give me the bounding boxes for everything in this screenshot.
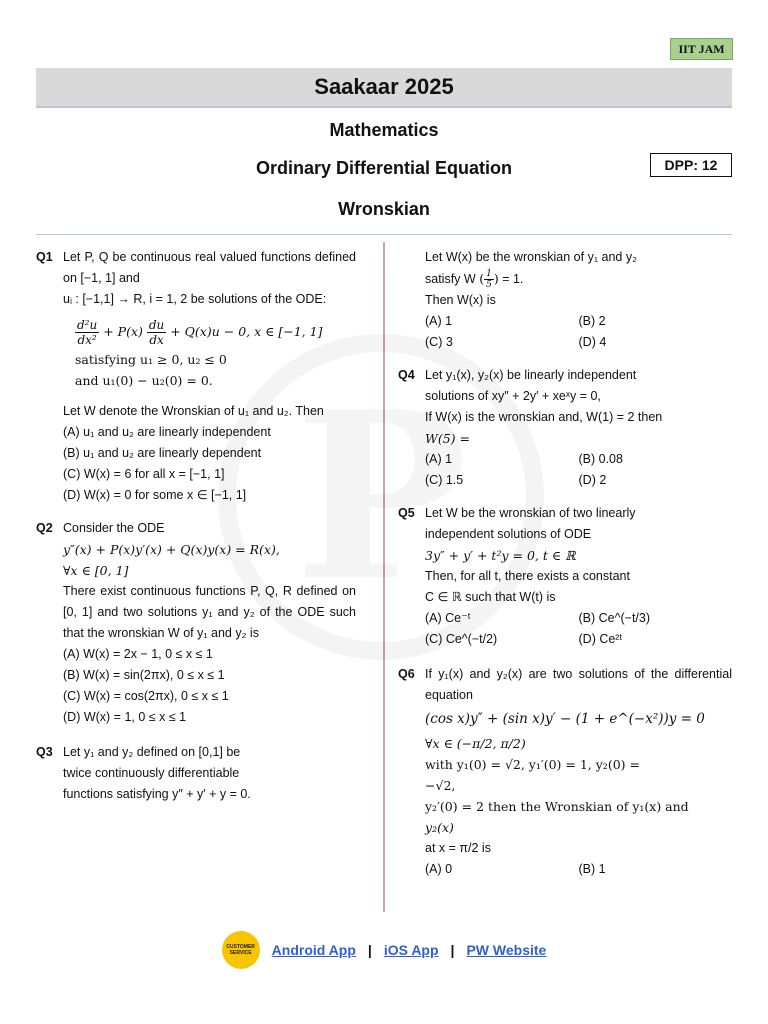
dpp-badge: DPP: 12 — [650, 153, 732, 177]
option-a[interactable]: (A) W(x) = 2x − 1, 0 ≤ x ≤ 1 — [63, 647, 213, 661]
option-d[interactable]: (D) Ce²ᵗ — [578, 632, 623, 647]
question-text: Then W(x) is — [425, 293, 496, 308]
equation: (cos x)y″ + (sin x)y′ − (1 + e^(−x²))y = 0 — [425, 711, 705, 728]
equation: $\frac{\text{d²u}}{\text{dx²}}$ + P(x) $\frac{du}{dx}$ + Q(x)u − 0, x ∈ [−1, 1] — [77, 318, 323, 347]
options-grid — [425, 311, 732, 353]
question-text: Let W be the wronskian of two linearly — [425, 506, 636, 521]
question-text: ∀x ∈ (−π/2, π/2) — [425, 736, 526, 752]
ios-app-link[interactable]: iOS App — [383, 942, 439, 958]
question-text: twice continuously differentiable — [63, 766, 240, 780]
question-text: Let P, Q be continuous real valued functions defined on [−1, 1] and — [63, 250, 356, 285]
subject-heading: Mathematics — [329, 120, 439, 140]
condition: satisfying u₁ ≥ 0, u₂ ≤ 0 — [75, 352, 227, 367]
option-c[interactable]: (C) W(x) = 6 for all x = [−1, 1] — [63, 467, 225, 481]
question-text: y₂(x) — [425, 820, 454, 836]
options-grid — [425, 608, 732, 650]
chapter-heading: Ordinary Differential Equation — [255, 158, 513, 178]
separator: | — [367, 942, 372, 958]
question-number: Q2 — [36, 521, 53, 535]
pw-website-link[interactable]: PW Website — [466, 942, 547, 958]
option-b[interactable]: (B) W(x) = sin(2πx), 0 ≤ x ≤ 1 — [63, 668, 225, 682]
question-text: uᵢ : [−1,1] → R, i = 1, 2 be solutions of the ODE: — [63, 292, 327, 306]
option-d[interactable]: (D) 4 — [578, 335, 607, 350]
question-text: with y₁(0) = √2, y₁′(0) = 1, y₂(0) = — [425, 757, 640, 773]
question-text: Then, for all t, there exists a constant — [425, 569, 630, 584]
question-text: Let y₁ and y₂ defined on [0,1] be — [63, 745, 241, 759]
option-b[interactable]: (B) 0.08 — [578, 452, 623, 467]
question-text: If W(x) is the wronskian and, W(1) = 2 then — [425, 410, 663, 425]
equation: y″(x) + P(x)y′(x) + Q(x)y(x) = R(x), — [63, 542, 280, 557]
question-number: Q1 — [36, 250, 53, 264]
option-a[interactable]: (A) u₁ and u₂ are linearly independent — [63, 425, 271, 439]
option-b[interactable]: (B) Ce^(−t/3) — [578, 611, 651, 626]
question-text: W(5) = — [425, 431, 471, 447]
equation: 3y″ + y′ + t²y = 0, t ∈ ℝ — [425, 548, 576, 564]
question-text: independent solutions of ODE — [425, 527, 592, 542]
question-text: functions satisfying y″ + y′ + y = 0. — [63, 787, 251, 801]
condition: and u₁(0) − u₂(0) = 0. — [75, 373, 213, 388]
question-text: If y₁(x) and y₂(x) are two solutions of the differential equation — [425, 667, 732, 703]
option-a[interactable]: (A) 0 — [425, 862, 453, 877]
question-number: Q3 — [36, 745, 53, 759]
option-b[interactable]: (B) 1 — [578, 862, 606, 877]
question-text: y₂′(0) = 2 then the Wronskian of y₁(x) and — [425, 799, 689, 815]
equation: ∀x ∈ [0, 1] — [63, 563, 129, 578]
question-6 — [398, 664, 732, 880]
option-c[interactable]: (C) Ce^(−t/2) — [425, 632, 498, 647]
option-c[interactable]: (C) 3 — [425, 335, 453, 350]
footer-links — [0, 928, 768, 972]
customer-service-icon[interactable]: CUSTOMER SERVICE — [222, 931, 260, 969]
question-text: Let y₁(x), y₂(x) be linearly independent — [425, 368, 637, 383]
question-stem: Let W denote the Wronskian of u₁ and u₂. Then — [63, 404, 324, 418]
question-text: solutions of xy″ + 2y′ + xeˣy = 0, — [425, 389, 601, 404]
question-text: C ∈ ℝ such that W(t) is — [425, 590, 556, 605]
question-text: satisfy W ( $\frac{1}{5}$ ) = 1. — [425, 269, 524, 291]
question-number: Q6 — [398, 667, 415, 682]
question-text: −√2, — [425, 778, 456, 794]
banner-title: Saakaar 2025 — [36, 68, 732, 108]
option-c[interactable]: (C) W(x) = cos(2πx), 0 ≤ x ≤ 1 — [63, 689, 229, 703]
options-grid — [425, 859, 732, 880]
question-5 — [398, 503, 732, 650]
option-a[interactable]: (A) 1 — [425, 314, 453, 329]
question-2 — [36, 518, 356, 728]
option-a[interactable]: (A) 1 — [425, 452, 453, 467]
topic-heading: Wronskian — [338, 199, 430, 219]
question-text: at x = π/2 is — [425, 841, 491, 856]
option-b[interactable]: (B) 2 — [578, 314, 606, 329]
question-number: Q5 — [398, 506, 415, 521]
question-4 — [398, 365, 732, 491]
option-d[interactable]: (D) W(x) = 1, 0 ≤ x ≤ 1 — [63, 710, 187, 724]
separator: | — [450, 942, 455, 958]
question-stem: There exist continuous functions P, Q, R defined on [0, 1] and two solutions y₁ and y₂ of the ODE such that the wronskian W of y₁ and y₂ is — [63, 584, 356, 640]
question-text: Consider the ODE — [63, 521, 165, 535]
option-d[interactable]: (D) W(x) = 0 for some x ∈ [−1, 1] — [63, 488, 247, 502]
option-d[interactable]: (D) 2 — [578, 473, 607, 488]
options-grid — [425, 449, 732, 491]
android-app-link[interactable]: Android App — [271, 942, 356, 958]
question-number: Q4 — [398, 368, 415, 383]
question-1 — [36, 247, 356, 506]
option-a[interactable]: (A) Ce⁻ᵗ — [425, 611, 471, 626]
exam-tag: IIT JAM — [670, 38, 733, 60]
option-b[interactable]: (B) u₁ and u₂ are linearly dependent — [63, 446, 262, 460]
question-3 — [36, 742, 356, 805]
question-3-continued — [398, 247, 732, 353]
question-text: Let W(x) be the wronskian of y₁ and y₂ — [425, 250, 637, 264]
left-column — [36, 247, 356, 805]
right-column — [398, 247, 732, 880]
option-c[interactable]: (C) 1.5 — [425, 473, 464, 488]
header-divider — [36, 234, 732, 235]
